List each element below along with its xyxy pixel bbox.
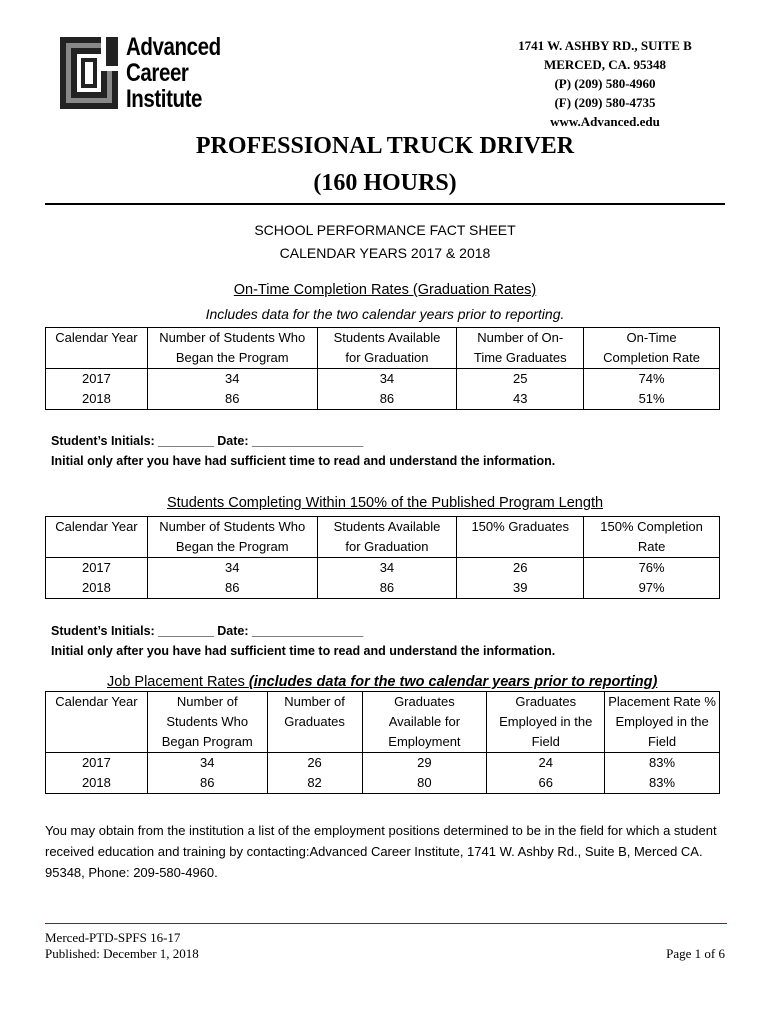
header-150-graduates: 150% Graduates	[457, 517, 584, 558]
address-city: MERCED, CA. 95348	[543, 57, 667, 72]
table-cell: 29	[362, 753, 487, 774]
logo-line-1: Advanced	[126, 33, 221, 61]
header-students-began: Number of Students Who Began Program	[147, 692, 267, 753]
logo-line-3: Institute	[126, 85, 203, 113]
header-150-completion-rate: 150% Completion Rate	[584, 517, 720, 558]
initials-line: Student’s Initials: ________ Date: ________________	[51, 434, 364, 448]
program-title: PROFESSIONAL TRUCK DRIVER	[195, 133, 575, 159]
table-cell: 76%	[584, 558, 720, 579]
table-cell: 34	[317, 369, 457, 390]
table-row	[46, 578, 720, 599]
program-hours: (160 HOURS)	[313, 170, 457, 196]
section3-title-main: Job Placement Rates	[107, 674, 249, 690]
table-cell: 34	[147, 369, 317, 390]
address-website: www.Advanced.edu	[550, 114, 660, 129]
initials-line: Student’s Initials: ________ Date: ________________	[51, 624, 364, 638]
table-cell: 25	[457, 369, 584, 390]
table-cell: 34	[147, 558, 317, 579]
table-cell: 86	[317, 389, 457, 410]
table-cell: 39	[457, 578, 584, 599]
calendar-years-heading: CALENDAR YEARS 2017 & 2018	[279, 245, 491, 261]
table-cell: 82	[267, 773, 362, 794]
table-cell: 26	[457, 558, 584, 579]
header-calendar-year: Calendar Year	[46, 692, 148, 753]
title-divider	[45, 203, 725, 205]
table-cell: 2018	[46, 389, 148, 410]
footer-document-code: Merced-PTD-SPFS 16-17	[45, 930, 181, 945]
completion-rates-table	[45, 327, 720, 410]
header-graduates-available: Graduates Available for Employment	[362, 692, 487, 753]
header-placement-rate: Placement Rate % Employed in the Field	[605, 692, 720, 753]
table-header-row	[46, 692, 720, 753]
section1-note: Includes data for the two calendar years prior to reporting.	[205, 306, 565, 322]
header-number-graduates: Number of Graduates	[267, 692, 362, 753]
table-cell: 24	[487, 753, 605, 774]
table-cell: 86	[317, 578, 457, 599]
employment-info-paragraph: You may obtain from the institution a list of the employment positions determined to be in the field for which a student received education and training by contacting:Advanced Career Institute, 1741 W. Ashby Rd., Suite B, Merced CA. 95348, Phone: 209-580-4960.	[45, 823, 717, 880]
address-phone: (P) (209) 580-4960	[554, 76, 656, 91]
table-header-row	[46, 517, 720, 558]
table-cell: 34	[317, 558, 457, 579]
completion-150-table	[45, 516, 720, 599]
header-students-available: Students Available for Graduation	[317, 328, 457, 369]
address-block	[470, 36, 740, 131]
table-cell: 2017	[46, 753, 148, 774]
table-cell: 2018	[46, 578, 148, 599]
logo-mark-icon	[58, 35, 120, 111]
job-placement-table	[45, 691, 720, 794]
fact-sheet-heading: SCHOOL PERFORMANCE FACT SHEET	[254, 222, 516, 238]
header-students-began: Number of Students Who Began the Program	[147, 328, 317, 369]
table-cell: 2017	[46, 369, 148, 390]
address-fax: (F) (209) 580-4735	[554, 95, 656, 110]
header-graduates-employed: Graduates Employed in the Field	[487, 692, 605, 753]
table-cell: 86	[147, 389, 317, 410]
header-students-began: Number of Students Who Began the Program	[147, 517, 317, 558]
table-cell: 43	[457, 389, 584, 410]
footer-page-number: Page 1 of 6	[666, 946, 725, 961]
header-completion-rate: On-Time Completion Rate	[584, 328, 720, 369]
section3-title-note: (includes data for the two calendar years prior to reporting)	[248, 674, 658, 690]
table-cell: 86	[147, 773, 267, 794]
initials-instruction: Initial only after you have had sufficient time to read and understand the information.	[51, 454, 556, 468]
logo-line-2: Career	[126, 59, 189, 87]
table-cell: 83%	[605, 773, 720, 794]
footer-published-date: Published: December 1, 2018	[45, 946, 199, 961]
header-calendar-year: Calendar Year	[46, 328, 148, 369]
initials-instruction: Initial only after you have had sufficient time to read and understand the information.	[51, 644, 556, 658]
table-row	[46, 369, 720, 390]
section1-title: On-Time Completion Rates (Graduation Rates)	[233, 282, 537, 298]
address-street: 1741 W. ASHBY RD., SUITE B	[518, 38, 692, 53]
header-ontime-graduates: Number of On- Time Graduates	[457, 328, 584, 369]
table-cell: 86	[147, 578, 317, 599]
institute-logo	[58, 33, 233, 113]
table-cell: 74%	[584, 369, 720, 390]
table-row	[46, 753, 720, 774]
section3-title	[107, 674, 657, 690]
table-cell: 51%	[584, 389, 720, 410]
table-cell: 83%	[605, 753, 720, 774]
table-row	[46, 389, 720, 410]
table-cell: 66	[487, 773, 605, 794]
table-header-row	[46, 328, 720, 369]
table-row	[46, 773, 720, 794]
header-calendar-year: Calendar Year	[46, 517, 148, 558]
table-cell: 80	[362, 773, 487, 794]
table-row	[46, 558, 720, 579]
table-cell: 34	[147, 753, 267, 774]
header-students-available: Students Available for Graduation	[317, 517, 457, 558]
table-cell: 2017	[46, 558, 148, 579]
table-cell: 26	[267, 753, 362, 774]
section2-title: Students Completing Within 150% of the Published Program Length	[166, 495, 604, 511]
footer-divider	[45, 923, 727, 924]
table-cell: 97%	[584, 578, 720, 599]
table-cell: 2018	[46, 773, 148, 794]
